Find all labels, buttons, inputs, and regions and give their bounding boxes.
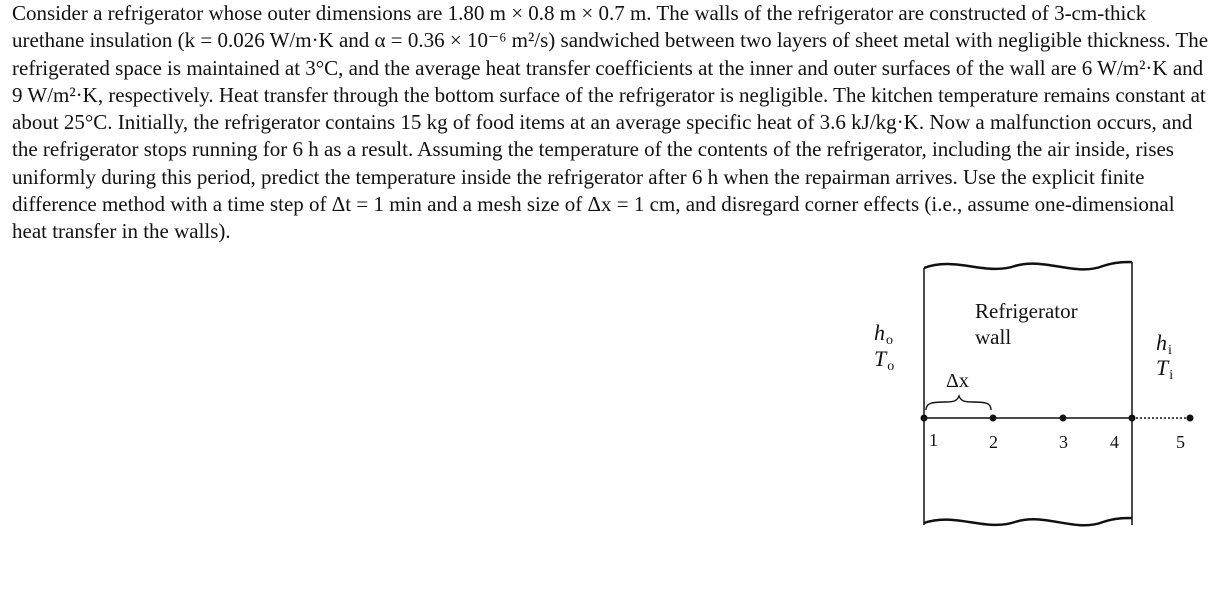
node-1 [921,415,928,422]
mesh-brace [926,396,991,410]
wall-bottom-break [924,518,1132,525]
node-label-3: 3 [1059,432,1068,452]
node-label-1: 1 [929,430,938,450]
mesh-size-label: Δx [946,370,969,392]
node-label-4: 4 [1110,432,1119,452]
wall-label [975,298,1078,350]
wall-top-break [924,262,1132,269]
node-2 [990,415,997,422]
node-5 [1187,415,1194,422]
inner-T-label: Ti [1156,355,1174,383]
outer-T-label: To [874,346,895,374]
node-3 [1060,415,1067,422]
problem-text: Consider a refrigerator whose outer dimensions are 1.80 m × 0.8 m × 0.7 m. The walls of the refrigerator are constructed of 3-cm-thick urethane insulation (k = 0.026 W/m·K and α = 0.36 × 10⁻⁶ m²/s) sandwiched between two layers of sheet metal with negligible thickness. The refrigerated space is maintained at 3°C, and the average heat transfer coefficients at the inner and outer surfaces of the wall are 6 W/m²·K and 9 W/m²·K, respectively. Heat transfer through the bottom surface of the refrigerator is negligible. The kitchen temperature remains constant at about 25°C. Initially, the refrigerator contains 15 kg of food items at an average specific heat of 3.6 kJ/kg·K. Now a malfunction occurs, and the refrigerator stops running for 6 h as a result. Assuming the temperature of the contents of the refrigerator, including the air inside, rises uniformly during this period, predict the temperature inside the refrigerator after 6 h when the repairman arrives. Use the explicit finite difference method with a time step of Δt = 1 min and a mesh size of Δx = 1 cm, and disregard corner effects (i.e., assume one-dimensional heat transfer in the walls). [12,1,1209,244]
wall-label-line2: wall [975,325,1012,349]
node-label-2: 2 [989,432,998,452]
outer-h-label: ho [874,320,893,348]
wall-label-line1: Refrigerator [975,299,1078,323]
node-label-5: 5 [1176,432,1185,452]
inner-h-label: hi [1156,330,1172,358]
node-4 [1129,415,1136,422]
